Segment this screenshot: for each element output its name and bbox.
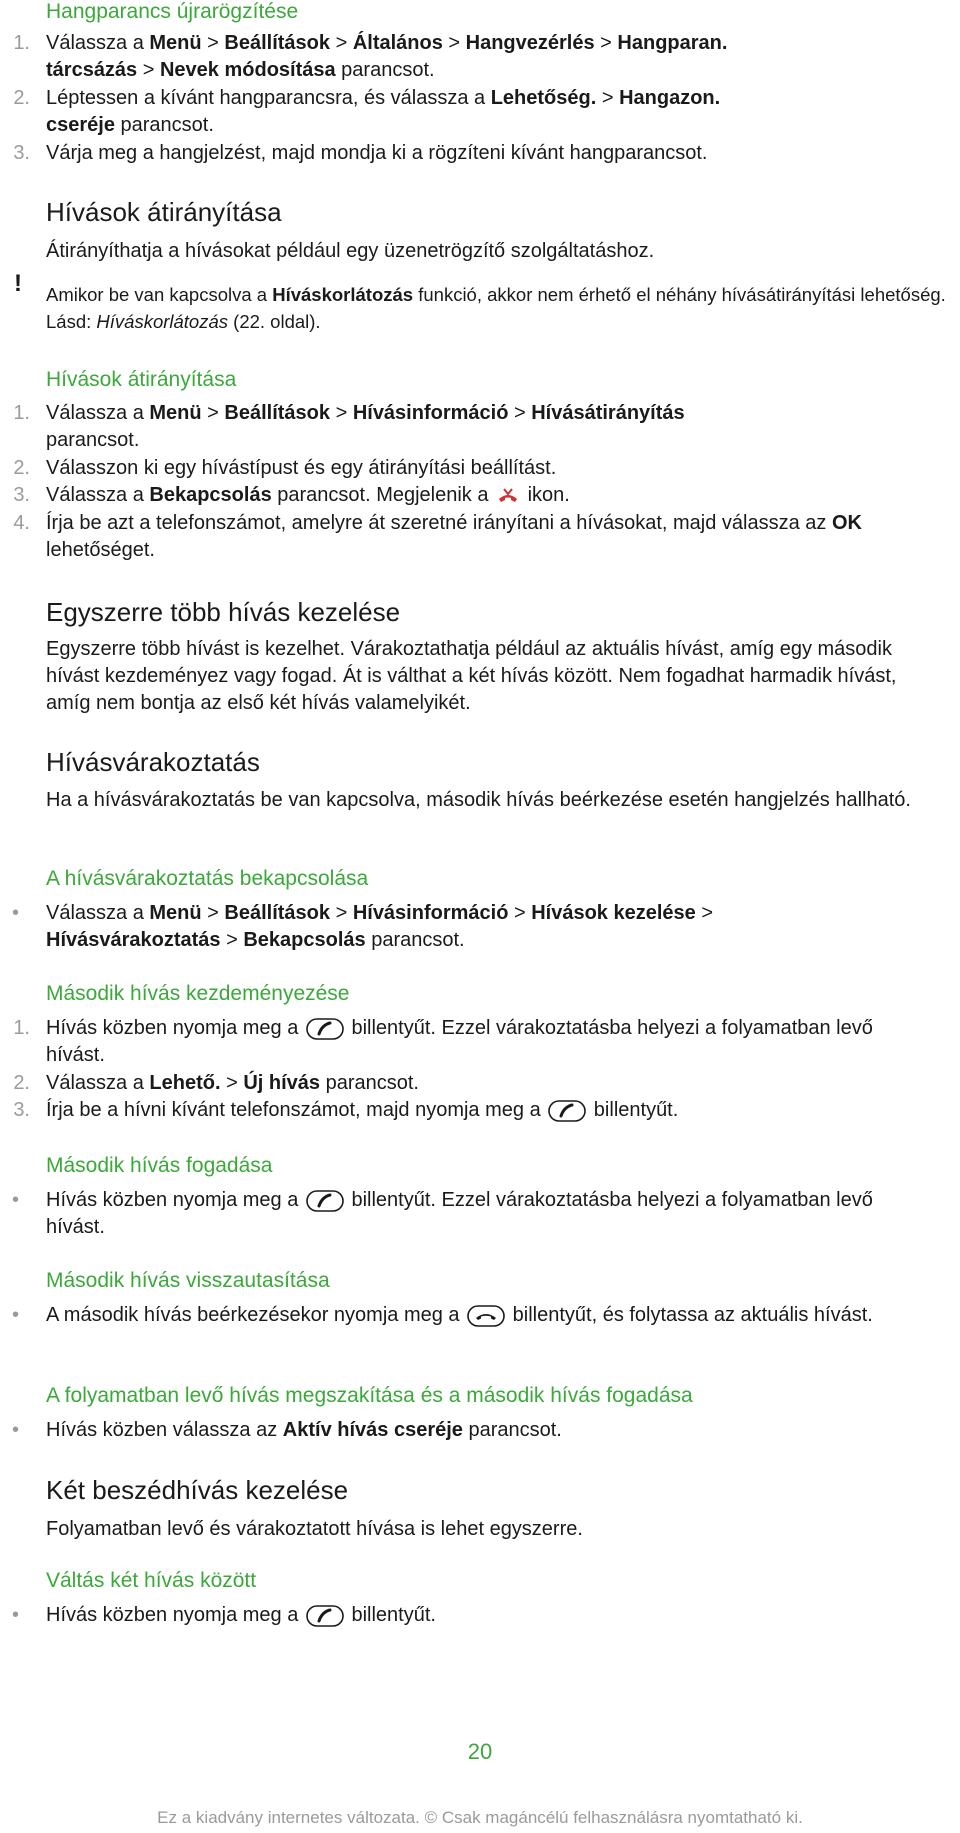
section-title-end-and-answer: A folyamatban levő hívás megszakítása és a második hívás fogadása bbox=[46, 1384, 693, 1407]
heading-call-divert: Hívások átirányítása bbox=[46, 197, 282, 227]
step-text: Válassza a Lehető. > Új hívás parancsot. bbox=[46, 1072, 419, 1094]
heading-two-voice-calls: Két beszédhívás kezelése bbox=[46, 1475, 349, 1505]
bullet: • bbox=[12, 1604, 20, 1626]
step-number: 1. bbox=[13, 402, 30, 424]
step-number: 2. bbox=[13, 457, 30, 479]
step-text: Válasszon ki egy hívástípust és egy átirányítási beállítást. bbox=[46, 457, 557, 479]
end-call-key-icon bbox=[467, 1305, 505, 1327]
step-text: Írja be azt a telefonszámot, amelyre át szeretné irányítani a hívásokat, majd válassza az OK lehetőséget. bbox=[46, 512, 862, 561]
call-divert-icon bbox=[496, 487, 520, 505]
step-number: 1. bbox=[13, 32, 30, 54]
step-number: 3. bbox=[13, 484, 30, 506]
step-text: Várja meg a hangjelzést, majd mondja ki a rögzíteni kívánt hangparancsot. bbox=[46, 142, 708, 164]
bullet: • bbox=[12, 1419, 20, 1441]
section-title-voice-command: Hangparancs újrarögzítése bbox=[46, 0, 299, 23]
step-text: Hívás közben nyomja meg a billentyűt. Ezzel várakoztatásba helyezi a folyamatban levő hívást. bbox=[46, 1017, 873, 1066]
section-title-make-second: Második hívás kezdeményezése bbox=[46, 982, 350, 1005]
section-title-enable-waiting: A hívásvárakoztatás bekapcsolása bbox=[46, 867, 369, 890]
step-text: Léptessen a kívánt hangparancsra, és válassza a Lehetőség. > Hangazon. cseréje parancsot. bbox=[46, 87, 721, 136]
call-key-icon bbox=[306, 1190, 344, 1212]
paragraph-multiple-calls: Egyszerre több hívást is kezelhet. Várakoztathatja például az aktuális hívást, amíg egy második hívást kezdeményez vagy fogad. Át is válthat a két hívás között. Nem fogadhat harmadik hívást, amíg nem bontja az első két hívás valamelyikét. bbox=[46, 638, 897, 714]
heading-call-waiting: Hívásvárakoztatás bbox=[46, 747, 260, 777]
bullet: • bbox=[12, 1189, 20, 1211]
step-text: Írja be a hívni kívánt telefonszámot, majd nyomja meg a billentyűt. bbox=[46, 1099, 679, 1121]
call-key-icon bbox=[306, 1018, 344, 1040]
warning-icon: ! bbox=[14, 270, 22, 297]
step-text: Válassza a Bekapcsolás parancsot. Megjelenik a ikon. bbox=[46, 484, 570, 506]
section-title-reject-second: Második hívás visszautasítása bbox=[46, 1269, 330, 1292]
page-number: 20 bbox=[467, 1739, 493, 1764]
step-number: 3. bbox=[13, 1099, 30, 1121]
call-key-icon bbox=[548, 1100, 586, 1122]
bullet-text: A második hívás beérkezésekor nyomja meg a billentyűt, és folytassa az aktuális hívást. bbox=[46, 1304, 873, 1326]
step-number: 2. bbox=[13, 1072, 30, 1094]
step-number: 2. bbox=[13, 87, 30, 109]
heading-multiple-calls: Egyszerre több hívás kezelése bbox=[46, 597, 401, 627]
section-title-answer-second: Második hívás fogadása bbox=[46, 1154, 273, 1177]
bullet: • bbox=[12, 902, 20, 924]
bullet-text: Hívás közben nyomja meg a billentyűt. Ezzel várakoztatásba helyezi a folyamatban levő hívást. bbox=[46, 1189, 873, 1238]
bullet-text: Hívás közben nyomja meg a billentyűt. bbox=[46, 1604, 436, 1626]
step-text: Válassza a Menü > Beállítások > Hívásinformáció > Hívásátirányítás parancsot. bbox=[46, 402, 685, 451]
step-number: 4. bbox=[13, 512, 30, 534]
bullet-text: Válassza a Menü > Beállítások > Hívásinformáció > Hívások kezelése > Hívásvárakoztatás > Bekapcsolás parancsot. bbox=[46, 902, 714, 951]
note-call-barring: Amikor be van kapcsolva a Híváskorlátozás funkció, akkor nem érhető el néhány hívásátirányítási lehetőség. Lásd: Híváskorlátozás (22. oldal). bbox=[46, 284, 946, 332]
step-number: 1. bbox=[13, 1017, 30, 1039]
paragraph-divert-intro: Átirányíthatja a hívásokat például egy üzenetrögzítő szolgáltatáshoz. bbox=[46, 240, 655, 262]
step-number: 3. bbox=[13, 142, 30, 164]
bullet: • bbox=[12, 1304, 20, 1326]
call-key-icon bbox=[306, 1605, 344, 1627]
footer-notice: Ez a kiadvány internetes változata. © Csak magáncélú felhasználásra nyomtatható ki. bbox=[157, 1808, 803, 1827]
section-title-divert: Hívások átirányítása bbox=[46, 368, 237, 391]
bullet-text: Hívás közben válassza az Aktív hívás cseréje parancsot. bbox=[46, 1419, 562, 1441]
paragraph-two-voice-calls: Folyamatban levő és várakoztatott hívása is lehet egyszerre. bbox=[46, 1518, 583, 1540]
step-text: Válassza a Menü > Beállítások > Általános > Hangvezérlés > Hangparan. tárcsázás > Nevek módosítása parancsot. bbox=[46, 32, 728, 81]
paragraph-call-waiting: Ha a hívásvárakoztatás be van kapcsolva, második hívás beérkezése esetén hangjelzés hallható. bbox=[46, 789, 911, 811]
section-title-switch-calls: Váltás két hívás között bbox=[46, 1569, 257, 1592]
